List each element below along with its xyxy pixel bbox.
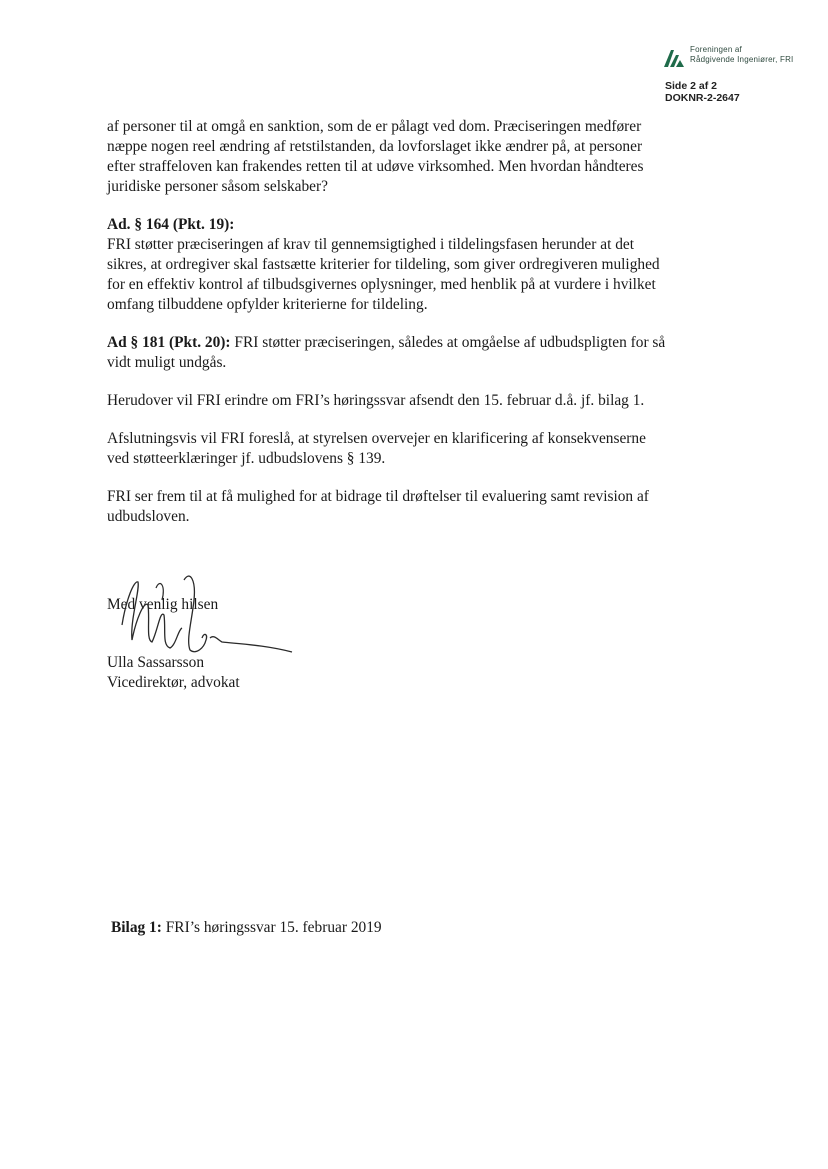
section-heading: Ad § 181 (Pkt. 20): [107,334,231,351]
paragraph-text: Herudover vil FRI erindre om FRI’s høringssvar afsendt den 15. februar d.å. jf. bilag 1. [107,392,645,409]
signer-block [107,653,240,693]
paragraph [107,487,667,527]
page-number: Side 2 af 2 [665,80,717,92]
paragraph-text: FRI støtter præciseringen, således at omgåelse af udbudspligten for så vidt muligt undgås. [107,334,666,371]
signer-name: Ulla Sassarsson [107,654,205,671]
page-meta [665,80,740,104]
logo-org-line1: Foreningen af [690,45,742,54]
paragraph [107,117,667,197]
letter-body [107,117,667,545]
paragraph-text: FRI ser frem til at få mulighed for at bidrage til drøftelser til evaluering samt revision af udbudsloven. [107,488,649,525]
appendix-reference [111,918,382,938]
signer-title: Vicedirektør, advokat [107,674,240,691]
paragraph-text: FRI støtter præciseringen af krav til gennemsigtighed i tildelingsfasen herunder at det sikres, at ordregiver skal fastsætte kriterier for tildeling, som giver ordregiveren mulighed for en effektiv kontrol af tilbudsgivernes oplysninger, med henblik på at vurdere i hvilket omfang tilbuddene opfylder kriterierne for tildeling. [107,236,660,313]
logo-org-name [690,45,793,65]
fri-logo-icon [663,46,685,68]
logo-org-line2: Rådgivende Ingeniører, FRI [690,55,794,64]
section-heading: Ad. § 164 (Pkt. 19): [107,216,235,233]
paragraph-text: af personer til at omgå en sanktion, som de er pålagt ved dom. Præciseringen medfører næppe nogen reel ændring af retstilstanden, da lovforslaget ikke ændrer på, at personer efter straffeloven kan frakendes retten til at udøve virksomhed. Men hvordan håndteres juridiske personer såsom selskaber? [107,118,644,195]
paragraph-text: Afslutningsvis vil FRI foreslå, at styrelsen overvejer en klarificering af konsekvenserne ved støtteerklæringer jf. udbudslovens § 139. [107,430,646,467]
fri-logo [663,44,813,70]
appendix-label: Bilag 1: [111,919,162,936]
paragraph [107,215,667,315]
closing-salutation: Med venlig hilsen [107,596,219,613]
paragraph [107,429,667,469]
paragraph [107,333,667,373]
document-number: DOKNR-2-2647 [665,92,740,104]
paragraph [107,391,667,411]
appendix-text: FRI’s høringssvar 15. februar 2019 [165,919,382,936]
